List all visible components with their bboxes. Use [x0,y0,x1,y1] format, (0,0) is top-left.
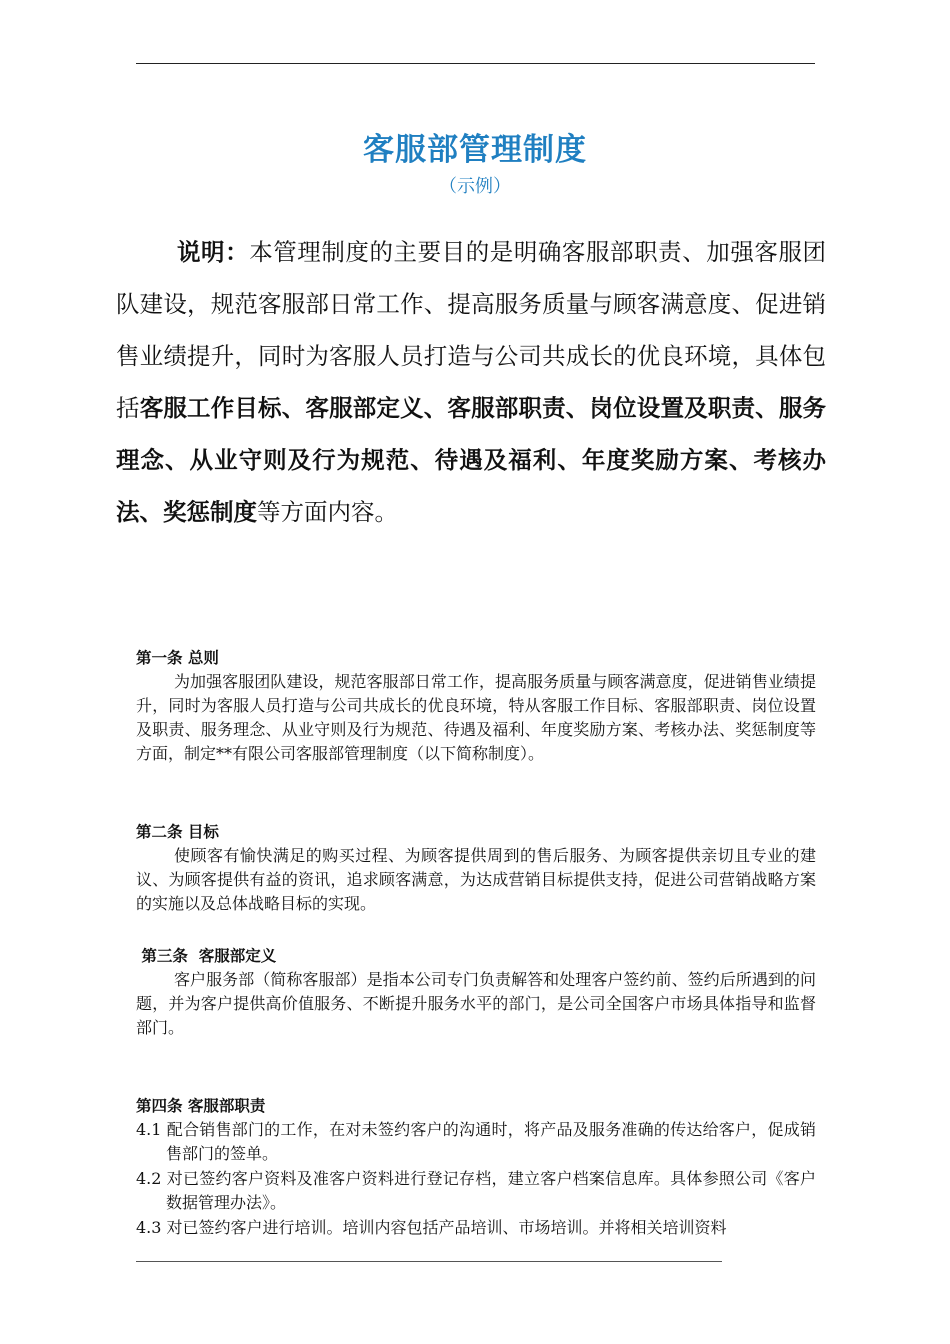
section-2-heading: 第二条 目标 [136,823,219,841]
section-4 [136,1094,816,1241]
section-3-body: 客户服务部（简称客服部）是指本公司专门负责解答和处理客户签约前、签约后所遇到的问题，并为客户提供高价值服务、不断提升服务水平的部门，是公司全国客户市场具体指导和监督部门。 [136,970,816,1037]
list-item: 4.2 对已签约客户资料及准客户资料进行登记存档，建立客户档案信息库。具体参照公司《客户数据管理办法》。 [136,1169,816,1212]
section-2-body: 使顾客有愉快满足的购买过程、为顾客提供周到的售后服务、为顾客提供亲切且专业的建议、为顾客提供有益的资讯，追求顾客满意，为达成营销目标提供支持，促进公司营销战略方案的实施以及总体战略目标的实现。 [136,846,816,913]
section-2 [136,820,816,916]
section-3 [136,944,816,1040]
intro-paragraph [116,226,826,538]
intro-text-2: 等方面内容。 [257,498,398,526]
document-title: 客服部管理制度 [363,132,587,168]
list-item: 4.1 配合销售部门的工作，在对未签约客户的沟通时，将产品及服务准确的传达给客户，促成销售部门的签单。 [136,1120,816,1163]
section-1 [136,646,816,766]
list-item: 4.3 对已签约客户进行培训。培训内容包括产品培训、市场培训。并将相关培训资料 [136,1218,727,1237]
document-subtitle: （示例） [439,176,511,197]
header-rule [136,63,815,64]
footer-rule [136,1261,722,1262]
section-1-body: 为加强客服团队建设，规范客服部日常工作，提高服务质量与顾客满意度，促进销售业绩提升，同时为客服人员打造与公司共成长的优良环境，特从客服工作目标、客服部职责、岗位设置及职责、服务理念、从业守则及行为规范、待遇及福利、年度奖励方案、考核办法、奖惩制度等方面，制定**有限公司客服部管理制度（以下简称制度）。 [136,672,816,763]
intro-bold-items: 客服工作目标、客服部定义、客服部职责、岗位设置及职责、服务理念、从业守则及行为规范、待遇及福利、年度奖励方案、考核办法、奖惩制度 [116,394,827,526]
intro-lead: 说明： [177,238,250,266]
section-3-heading: 第三条 客服部定义 [136,947,277,965]
section-1-heading: 第一条 总则 [136,649,219,667]
section-4-heading: 第四条 客服部职责 [136,1097,266,1115]
intro-text-1: 本管理制度的主要目的是明确客服部职责、加强客服团队建设，规范客服部日常工作、提高服务质量与顾客满意度、促进销售业绩提升，同时为客服人员打造与公司共成长的优良环境，具体包括 [116,238,827,422]
